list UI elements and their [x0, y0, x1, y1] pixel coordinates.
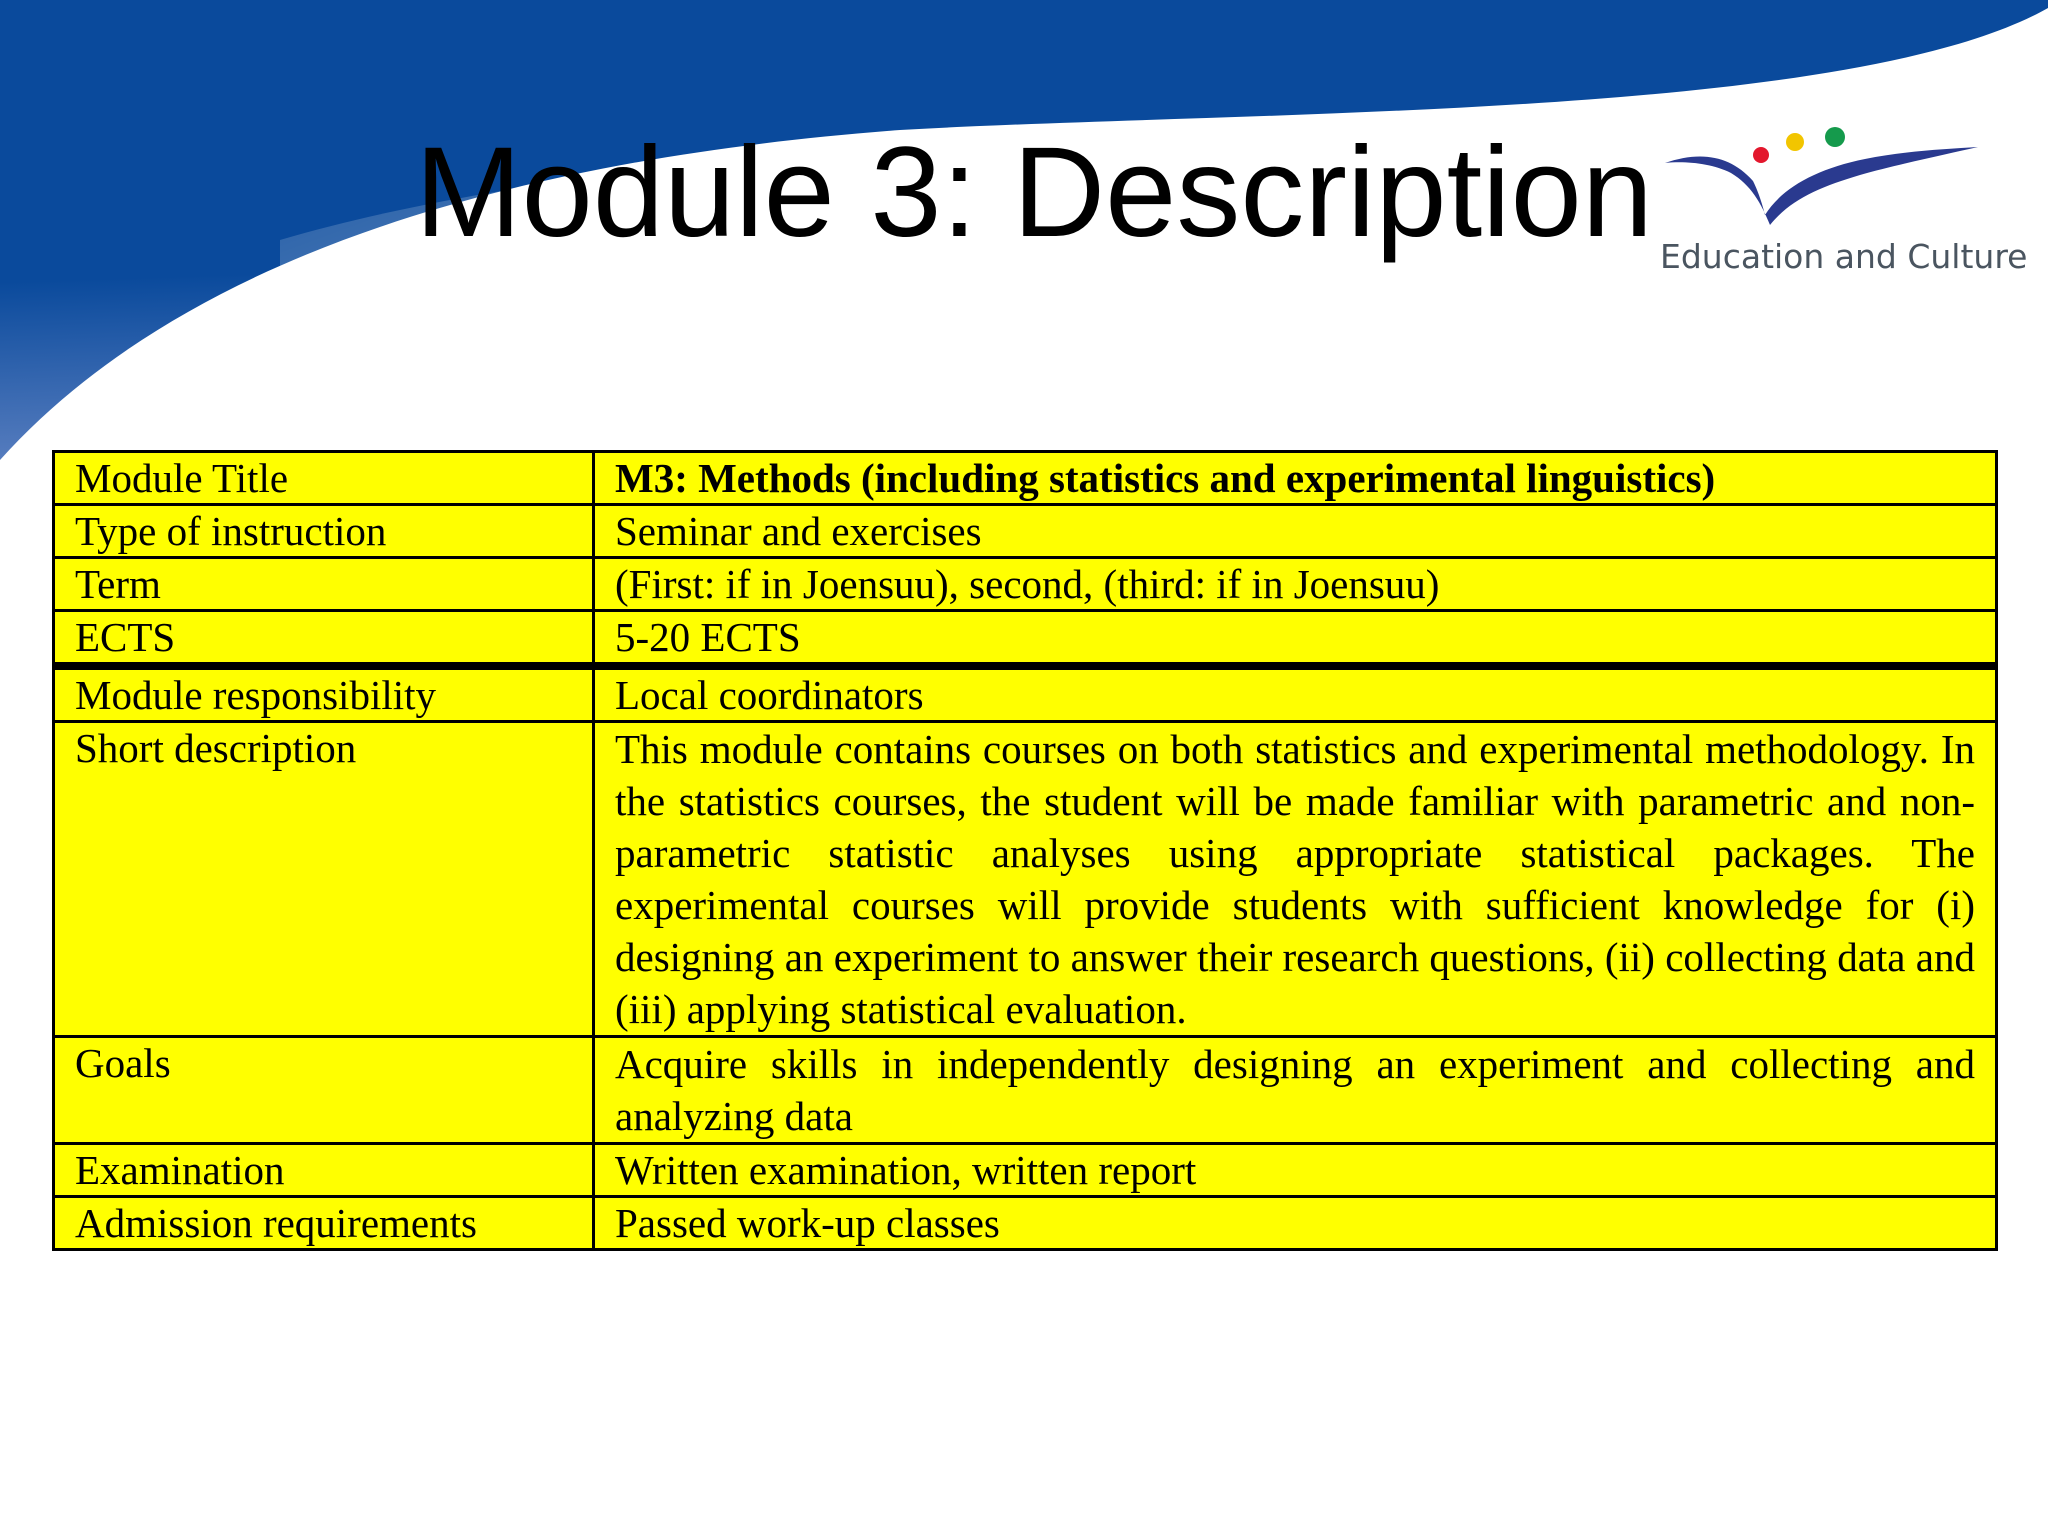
row-value: This module contains courses on both statistics and experimental methodology. In the statistics courses, the student will be made familiar with parametric and non-parametric statistic analyses using appropriate statistical packages. The experimental courses will provide students with sufficient knowledge for (i) designing an experiment to answer their research questions, (ii) collecting data and (iii) applying statistical evaluation. — [594, 722, 1997, 1037]
row-value: Passed work-up classes — [594, 1197, 1997, 1250]
table-row-term — [54, 558, 1997, 611]
row-label: Term — [54, 558, 594, 611]
swoosh-stroke — [1665, 147, 1978, 225]
slide-title: Module 3: Description — [415, 121, 1653, 264]
row-value: (First: if in Joensuu), second, (third: if in Joensuu) — [594, 558, 1997, 611]
row-value: Local coordinators — [594, 666, 1997, 722]
row-value: Acquire skills in independently designing an experiment and collecting and analyzing data — [594, 1037, 1997, 1144]
logo-caption: Education and Culture — [1660, 237, 2028, 276]
table-row-module-title — [54, 452, 1997, 505]
eu-education-culture-logo — [1655, 115, 2028, 290]
table-row-examination — [54, 1144, 1997, 1197]
green-dot — [1825, 127, 1845, 147]
row-value: Written examination, written report — [594, 1144, 1997, 1197]
red-dot — [1753, 147, 1769, 163]
eu-swoosh-icon — [1655, 115, 2005, 225]
module-description-table — [52, 450, 1998, 1251]
row-value: 5-20 ECTS — [594, 611, 1997, 667]
row-label: Type of instruction — [54, 505, 594, 558]
table-row-ects — [54, 611, 1997, 667]
table-row-goals — [54, 1037, 1997, 1144]
row-label: ECTS — [54, 611, 594, 667]
row-label: Module Title — [54, 452, 594, 505]
table-row-short-description — [54, 722, 1997, 1037]
row-value: M3: Methods (including statistics and experimental linguistics) — [594, 452, 1997, 505]
row-value: Seminar and exercises — [594, 505, 1997, 558]
row-label: Module responsibility — [54, 666, 594, 722]
table-row-module-responsibility — [54, 666, 1997, 722]
yellow-dot — [1786, 133, 1804, 151]
row-label: Goals — [54, 1037, 594, 1144]
row-label: Admission requirements — [54, 1197, 594, 1250]
table-row-admission-requirements — [54, 1197, 1997, 1250]
row-label: Short description — [54, 722, 594, 1037]
table-row-type-of-instruction — [54, 505, 1997, 558]
row-label: Examination — [54, 1144, 594, 1197]
